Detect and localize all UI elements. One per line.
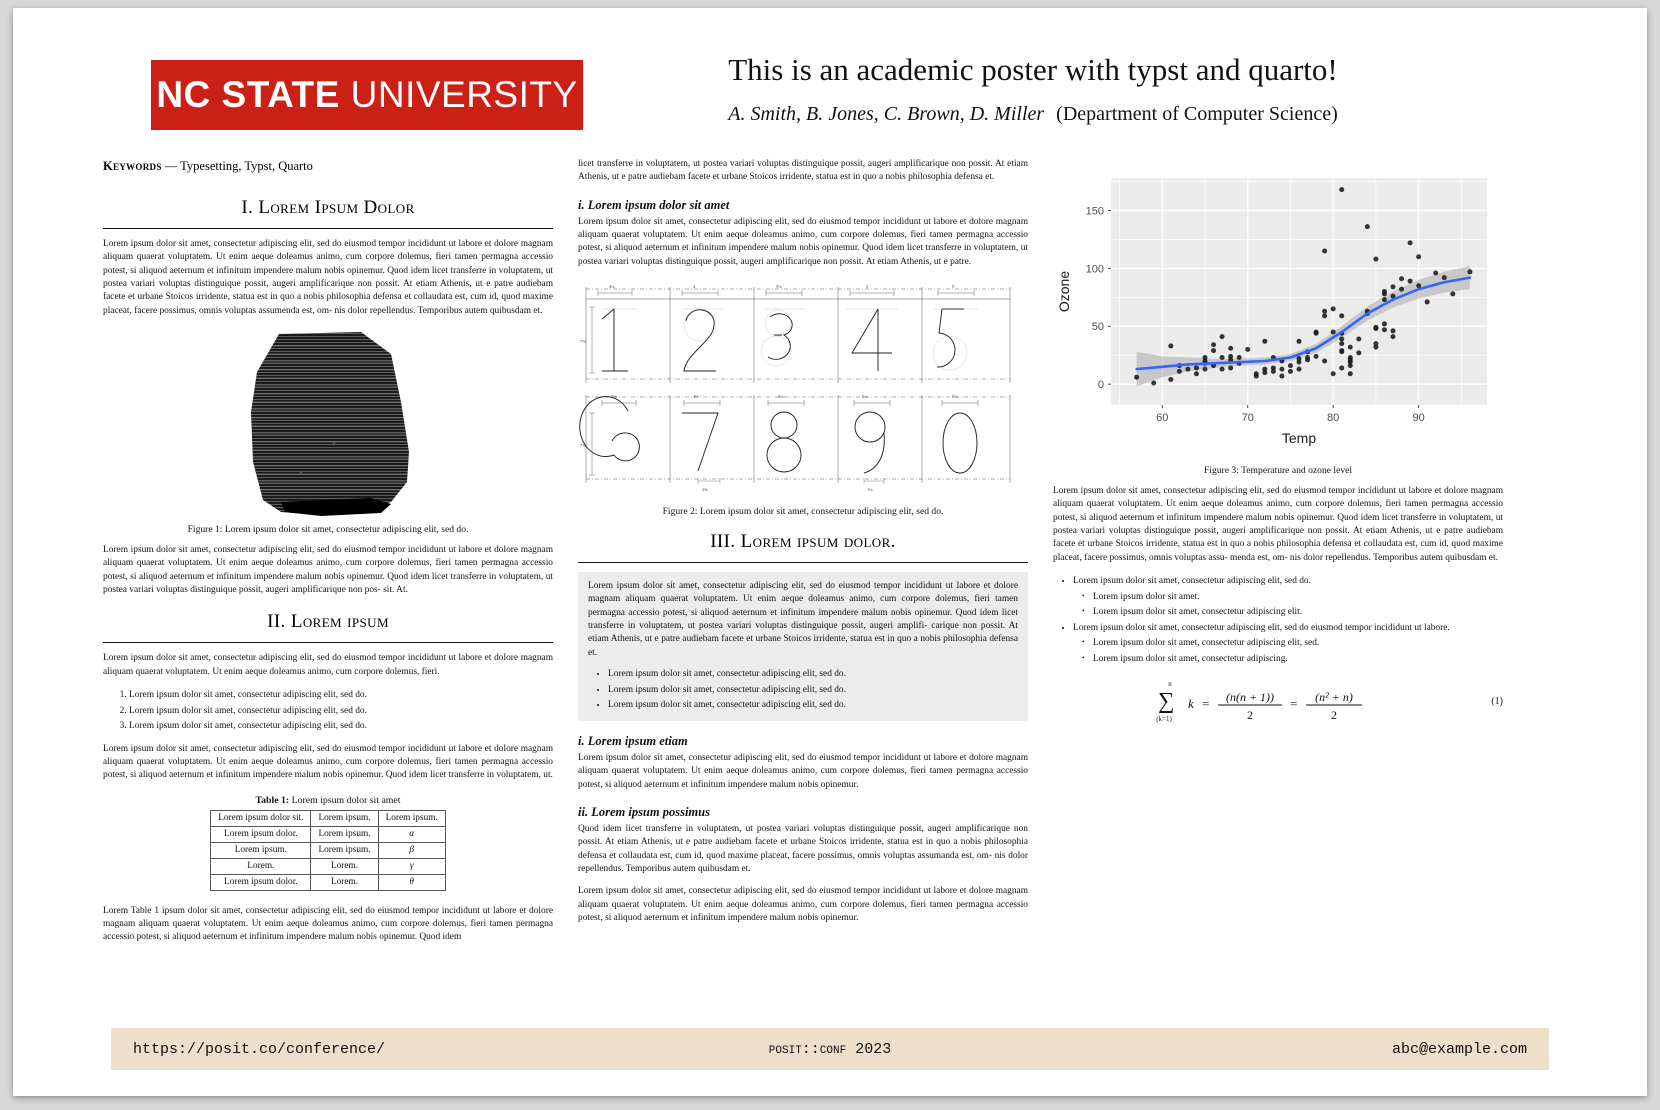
svg-text:5½: 5½ <box>611 394 617 400</box>
svg-text:5¼: 5¼ <box>862 394 868 400</box>
paragraph: Lorem ipsum dolor sit amet, consectetur adipiscing elit, sed do eiusmod tempor incididunt ut labore et dolore magnam aliquam quaerat voluptatem. Ut enim aeque doleamus animo, cum corpore dolemus, fieri tamen permagna accessio potest, si aliquod aeternum et infinitum impendere malum nobis opinemur. Quod idem licet transferre in voluptatem, ut postea variari voluptas distinguique possit, augeri amplificarique non pos- sit. At. <box>103 544 553 595</box>
svg-text:0: 0 <box>1097 379 1104 392</box>
table-cell: Lorem. <box>311 858 378 874</box>
section-heading-1: I. Lorem Ipsum Dolor <box>241 196 415 218</box>
poster-columns <box>13 158 1647 968</box>
subsection-heading: i. Lorem ipsum etiam <box>578 733 688 748</box>
list-item: 2. Lorem ipsum dolor sit amet, consectetur adipiscing elit, sed do. <box>129 704 553 719</box>
poster-footer <box>111 1028 1549 1070</box>
svg-text:=: = <box>1290 695 1298 711</box>
svg-text:5: 5 <box>866 284 869 290</box>
list-item: • Lorem ipsum dolor sit amet, consectetur adipiscing elit, sed do. <box>608 683 1018 698</box>
list-item: • Lorem ipsum dolor sit amet. <box>1093 590 1503 605</box>
poster-header <box>13 8 1647 148</box>
table-cell: Lorem ipsum dolor. <box>211 826 311 842</box>
svg-text:1¼: 1¼ <box>867 487 873 493</box>
svg-text:150: 150 <box>1085 205 1104 218</box>
svg-text:5½: 5½ <box>952 394 958 400</box>
figure-2-caption <box>578 506 1028 517</box>
equation-number: (1) <box>1491 696 1503 708</box>
list-item: • Lorem ipsum dolor sit amet, consectetur adipiscing. <box>1093 652 1503 667</box>
table-row <box>211 874 446 890</box>
bullet-list <box>588 667 1018 713</box>
keywords-dash: — <box>161 159 181 173</box>
list-item-text: Lorem ipsum dolor sit amet, consectetur adipiscing elit, sed do eiusmod tempor incididunt ut labore. <box>1073 622 1450 633</box>
svg-text:(n² + n): (n² + n) <box>1315 689 1353 704</box>
subsection-heading: i. Lorem ipsum dolor sit amet <box>578 197 730 212</box>
column-3 <box>1053 158 1503 723</box>
figure-1-image <box>103 327 553 517</box>
table-1-text: Lorem ipsum dolor sit amet <box>291 794 401 806</box>
list-item: • Lorem ipsum dolor sit amet, consectetur adipiscing elit, sed. <box>1093 636 1503 651</box>
highlighted-block <box>578 572 1028 721</box>
keywords-value: Typesetting, Typst, Quarto <box>180 159 313 173</box>
logo-light-text: UNIVERSITY <box>339 74 578 115</box>
figure-3-text: Temperature and ozone level <box>1241 465 1353 476</box>
keywords <box>103 158 553 175</box>
paragraph: Lorem ipsum dolor sit amet, consectetur adipiscing elit, sed do eiusmod tempor incididunt ut labore et dolore magnam aliquam quaerat voluptatem. Ut enim aeque doleamus animo, cum corpore dolemus, fieri tamen permagna accessio potest, si aliquod aeternum et infinitum impendere malum nobis opinemur. Quod idem licet transferre in voluptatem, ut postea variari voluptas distinguique possit, augeri amplificarique non possit. At etiam Athenis, ut e patre audiebam facete et urbane Stoicos irridente, statua est in quo a nobis philosophia defensa et collaudata est, cum id, quod maxime placeat, facere possimus, omnis voluptas assu- menda est, om- nis dolor repellendus. Temporibus autem quibusdam et. <box>1053 486 1503 563</box>
table-header-cell: Lorem ipsum. <box>378 810 445 826</box>
paragraph: Quod idem licet transferre in voluptatem, ut postea variari voluptas distinguique possit, augeri amplificarique non possit. At etiam Athenis, ut e patre audiebam facete et urbane Stoicos irridente, statua est in quo a nobis philosophia defensa et collaudata est, cum id, quod maxime placeat, facere possimus, omnis voluptas assumanda est, om- nis dolor repellendus. Temporibus autem quibusdam et. <box>578 823 1028 874</box>
nested-bullet-list <box>1073 590 1503 620</box>
figure-1-caption <box>103 524 553 535</box>
keywords-label: Keywords <box>103 159 162 173</box>
table-row <box>211 826 446 842</box>
ozone-vs-temp-scatterplot <box>1053 168 1493 453</box>
svg-text:(k=1): (k=1) <box>1156 714 1172 723</box>
author-names: A. Smith, B. Jones, C. Brown, D. Miller <box>728 103 1045 125</box>
svg-text:5⅛: 5⅛ <box>776 284 782 290</box>
paragraph: Lorem ipsum dolor sit amet, consectetur adipiscing elit, sed do eiusmod tempor incididunt ut labore et dolore magnam aliquam quaerat voluptatem. Ut enim aeque doleamus animo, cum corpore dolemus, fieri tamen permagna accessio potest, si aliquod aeternum et infinitum impendere malum nobis opinemur. Quod idem licet transferre in voluptatem, ut postea variari voluptas distinguique possit, augeri amplificarique non possit. At etiam Athenis, ut e patre audiebam facete et urbane Stoicos irridente, statua est in quo a nobis philosophia defensa et collaudata est, cum id, quod maxime placeat, facere possimus, omnis voluptas assumenda est, om- nis dolor repellendus. Temporibus autem quibusdam et. <box>103 238 553 316</box>
svg-text:∑: ∑ <box>1158 687 1175 713</box>
list-item <box>1073 621 1503 667</box>
footer-conference: posit::conf 2023 <box>768 1040 892 1058</box>
svg-text:50: 50 <box>1091 321 1104 334</box>
table-cell: β <box>378 842 445 858</box>
paragraph: Lorem ipsum dolor sit amet, consectetur adipiscing elit, sed do eiusmod tempor incididunt ut labore et dolore magnam aliquam quaerat voluptatem. Ut enim aeque doleamus animo, cum corpore dolemus, fieri tamen permagna accessio potest, si aliquod aeternum et infinitum impendere malum nobis opinemur. Quod idem licet transferre in voluptatem, ut. <box>103 743 553 781</box>
list-item: • Lorem ipsum dolor sit amet, consectetur adipiscing elit, sed do. <box>608 667 1018 682</box>
paragraph: Lorem ipsum dolor sit amet, consectetur adipiscing elit, sed do eiusmod tempor incididunt ut labore et dolore magnam aliquam quaerat voluptatem. Ut enim aeque doleamus animo, cum corpore dolemus, fieri. <box>103 653 553 677</box>
paragraph: licet transferre in voluptatem, ut postea variari voluptas distinguique possit, augeri amplificarique non possit. At etiam Athenis, ut e patre audiebam facete et urbane Stoicos irridente, statua est in quo a nobis philosophia defensa et. <box>578 159 1028 183</box>
table-cell: θ <box>378 874 445 890</box>
svg-text:4: 4 <box>693 284 696 290</box>
list-item: 3. Lorem ipsum dolor sit amet, consectetur adipiscing elit, sed do. <box>129 719 553 734</box>
figure-3-caption <box>1053 465 1503 476</box>
section-rule <box>578 562 1028 563</box>
table-cell: Lorem ipsum. <box>311 842 378 858</box>
paragraph: Lorem ipsum dolor sit amet, consectetur adipiscing elit, sed do eiusmod tempor incididunt ut labore et dolore magnam aliquam quaerat voluptatem. Ut enim aeque doleamus animo, cum corpore dolemus, fieri tamen permagna accessio potest, si aliquod aeternum et infinitum impendere malum nobis opinemur. Quod idem licet transferre in voluptatem, ut postea variari voluptas distinguique possit, augeri amplificarique non possit. At etiam Athenis, ut e patre. <box>578 216 1028 267</box>
table-cell: Lorem ipsum dolor. <box>211 874 311 890</box>
table-header-row <box>211 810 446 826</box>
nc-state-logo <box>151 60 583 130</box>
subsection-heading: ii. Lorem ipsum possimus <box>578 804 710 819</box>
summation-formula <box>1148 681 1408 723</box>
figure-3-label: Figure 3: <box>1203 465 1239 476</box>
poster-page <box>13 8 1647 1096</box>
section-rule <box>103 228 553 229</box>
figure-1-text: Lorem ipsum dolor sit amet, consectetur adipiscing elit, sed do. <box>224 523 469 535</box>
svg-text:7⅞: 7⅞ <box>580 443 586 449</box>
paragraph: Lorem Table 1 ipsum dolor sit amet, consectetur adipiscing elit, sed do eiusmod tempor incididunt ut labore et dolore magnam aliquam quaerat voluptatem. Ut enim aeque doleamus animo, cum corpore dolemus, fieri tamen permagna accessio potest, si aliquod aeternum et infinitum impendere malum nobis opinemur. Quod idem <box>103 905 553 943</box>
table-header-cell: Lorem ipsum dolor sit. <box>211 810 311 826</box>
table-cell: α <box>378 826 445 842</box>
svg-text:7⅞: 7⅞ <box>580 339 586 345</box>
table-1-label: Table 1: <box>255 794 290 806</box>
table-cell: Lorem. <box>311 874 378 890</box>
rosetta-stone-graphic <box>241 332 416 517</box>
footer-url[interactable]: https://posit.co/conference/ <box>133 1040 386 1058</box>
table-cell: γ <box>378 858 445 874</box>
author-department: (Department of Computer Science) <box>1056 103 1338 125</box>
svg-text:(n(n + 1)): (n(n + 1)) <box>1225 689 1275 704</box>
svg-text:4½: 4½ <box>693 394 699 400</box>
svg-text:100: 100 <box>1085 263 1104 276</box>
nested-bullet-list <box>1073 636 1503 666</box>
svg-text:5: 5 <box>952 284 955 290</box>
paragraph: Lorem ipsum dolor sit amet, consectetur adipiscing elit, sed do eiusmod tempor incididunt ut labore et dolore magnam aliquam quaerat voluptatem. Ut enim aeque doleamus animo, cum corpore dolemus, fieri tamen permagna accessio potest, si aliquod aeternum et infinitum impendere malum nobis opinemur. <box>578 752 1028 790</box>
page-title: This is an academic poster with typst and quarto! <box>728 52 1338 87</box>
svg-text:n: n <box>1168 680 1172 688</box>
table-cell: Lorem. <box>211 858 311 874</box>
table-row <box>211 858 446 874</box>
svg-text:90: 90 <box>1412 412 1425 424</box>
logo-bold-text: NC STATE <box>156 74 340 115</box>
list-item: 1. Lorem ipsum dolor sit amet, consectetur adipiscing elit, sed do. <box>129 688 553 703</box>
section-rule <box>103 642 553 643</box>
svg-text:Temp: Temp <box>1281 430 1317 446</box>
svg-text:1⅜: 1⅜ <box>702 487 708 493</box>
table-cell: Lorem ipsum. <box>311 826 378 842</box>
svg-text:70: 70 <box>1241 412 1254 424</box>
figure-2-text: Lorem ipsum dolor sit amet, consectetur adipiscing elit, sed do. <box>699 506 944 518</box>
numeral-construction-drawing <box>578 279 1018 494</box>
list-item: • Lorem ipsum dolor sit amet, consectetur adipiscing elit. <box>1093 605 1503 620</box>
svg-text:=: = <box>1202 695 1210 711</box>
figure-3-chart <box>1053 168 1503 458</box>
table-row <box>211 842 446 858</box>
table-1-caption <box>103 795 553 806</box>
svg-text:2: 2 <box>1247 707 1253 722</box>
list-item <box>1073 574 1503 620</box>
table-cell: Lorem ipsum. <box>211 842 311 858</box>
svg-text:2: 2 <box>1331 707 1337 722</box>
ordered-list <box>103 688 553 734</box>
svg-text:4¼: 4¼ <box>609 284 615 290</box>
table-1 <box>210 810 446 891</box>
bullet-list <box>1053 574 1503 666</box>
svg-text:Ozone: Ozone <box>1056 270 1072 313</box>
list-item-text: Lorem ipsum dolor sit amet, consectetur adipiscing elit, sed do. <box>1073 576 1311 587</box>
section-heading-2: II. Lorem ipsum <box>267 611 389 633</box>
list-item: • Lorem ipsum dolor sit amet, consectetur adipiscing elit, sed do. <box>608 698 1018 713</box>
svg-text:5¼: 5¼ <box>778 394 784 400</box>
paragraph: Lorem ipsum dolor sit amet, consectetur adipiscing elit, sed do eiusmod tempor incididunt ut labore et dolore magnam aliquam quaerat voluptatem. Ut enim aeque doleamus animo, cum corpore dolemus, fieri tamen permagna accessio potest, si aliquod aeternum et infinitum impendere malum nobis opinemur. <box>578 886 1028 923</box>
figure-2-image <box>578 279 1028 499</box>
svg-text:80: 80 <box>1327 412 1340 424</box>
column-2 <box>578 158 1028 934</box>
figure-2-label: Figure 2: <box>662 506 698 518</box>
section-heading-3: III. Lorem ipsum dolor. <box>710 531 896 553</box>
svg-text:60: 60 <box>1156 412 1169 424</box>
footer-email[interactable]: abc@example.com <box>1391 1040 1528 1058</box>
svg-text:k: k <box>1188 695 1194 711</box>
column-1 <box>103 158 553 954</box>
equation-1 <box>1053 681 1503 723</box>
authors-line <box>593 103 1473 126</box>
figure-1-label: Figure 1: <box>187 523 223 535</box>
table-header-cell: Lorem ipsum. <box>311 810 378 826</box>
paragraph: Lorem ipsum dolor sit amet, consectetur adipiscing elit, sed do eiusmod tempor incididunt ut labore et dolore magnam aliquam quaerat voluptatem. Ut enim aeque doleamus animo, cum corpore dolemus, fieri tamen permagna accessio potest, si aliquod aeternum et infinitum impendere malum nobis opinemur. Quod idem licet transferre in voluptatem, ut postea variari voluptas distinguique possit, augeri amplifi- carique non possit. At etiam Athenis, ut e patre audiebam facete et urbane Stoicos irridente, statua est in quo a nobis philosophia defensa et. <box>588 581 1018 658</box>
